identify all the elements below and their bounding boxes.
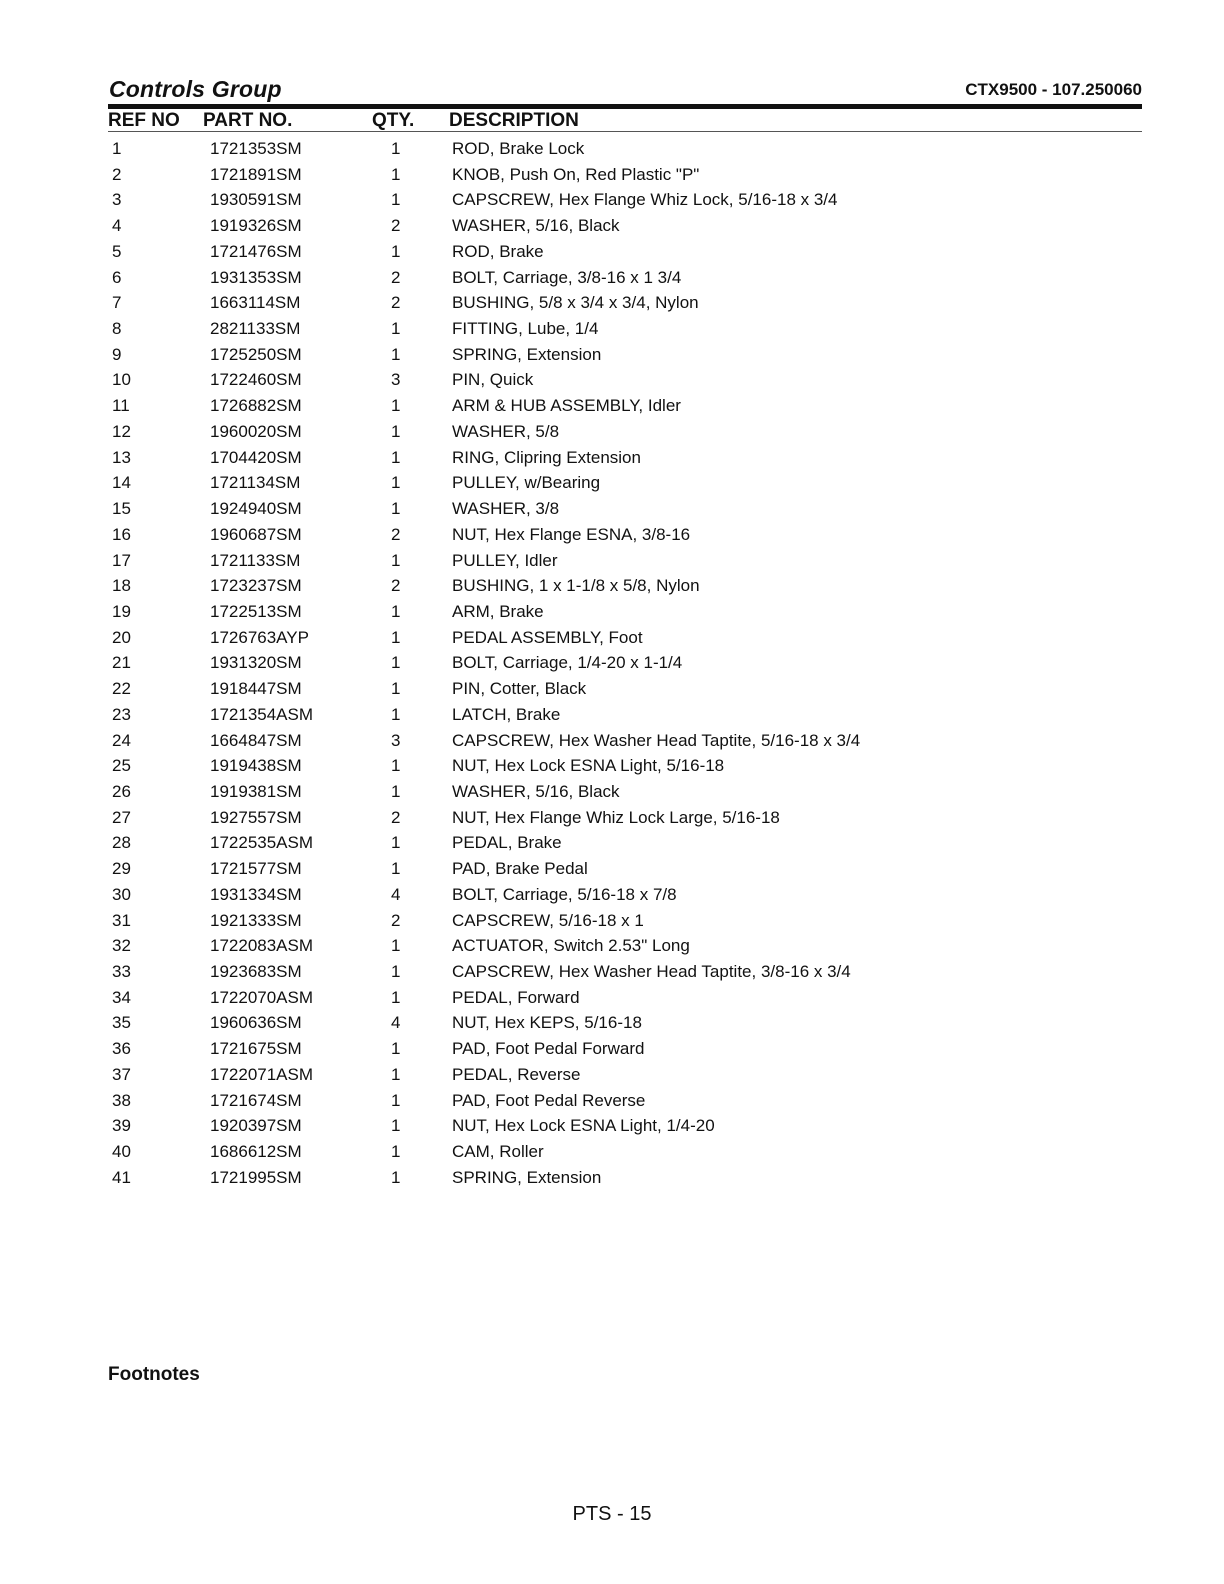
- description-cell: ACTUATOR, Switch 2.53" Long: [452, 936, 690, 956]
- ref-no-cell: 37: [112, 1064, 131, 1084]
- ref-no-cell: 11: [112, 396, 130, 416]
- table-row: [0, 1062, 1224, 1088]
- qty-cell: 1: [391, 499, 401, 519]
- part-no-cell: 1960687SM: [210, 524, 302, 544]
- description-cell: CAM, Roller: [452, 1142, 544, 1162]
- description-cell: NUT, Hex Lock ESNA Light, 1/4-20: [452, 1116, 715, 1136]
- part-no-cell: 1931320SM: [210, 653, 302, 673]
- qty-cell: 1: [391, 190, 401, 210]
- qty-cell: 1: [391, 473, 401, 493]
- description-cell: PEDAL, Reverse: [452, 1064, 581, 1084]
- qty-cell: 1: [391, 319, 401, 339]
- qty-cell: 1: [391, 627, 401, 647]
- description-cell: BOLT, Carriage, 5/16-18 x 7/8: [452, 884, 677, 904]
- page-number: PTS - 15: [572, 1503, 652, 1525]
- description-cell: PULLEY, Idler: [452, 550, 558, 570]
- description-cell: PEDAL ASSEMBLY, Foot: [452, 627, 643, 647]
- qty-cell: 1: [391, 396, 401, 416]
- description-cell: NUT, Hex Lock ESNA Light, 5/16-18: [452, 756, 725, 776]
- table-row: [0, 1139, 1224, 1165]
- table-row: [0, 779, 1224, 805]
- part-no-cell: 1721133SM: [210, 550, 301, 570]
- part-no-cell: 1927557SM: [210, 807, 302, 827]
- description-cell: SPRING, Extension: [452, 344, 602, 364]
- description-cell: ROD, Brake Lock: [452, 139, 585, 158]
- model-number: CTX9500 - 107.250060: [965, 80, 1142, 99]
- table-row: [0, 1088, 1224, 1114]
- qty-cell: 2: [391, 293, 401, 313]
- table-row: [0, 265, 1224, 291]
- table-row: [0, 419, 1224, 445]
- ref-no-cell: 33: [112, 962, 131, 981]
- qty-cell: 2: [391, 910, 401, 930]
- table-row: [0, 573, 1224, 599]
- table-row: [0, 599, 1224, 625]
- table-row: [0, 650, 1224, 676]
- part-no-cell: 1919381SM: [210, 781, 302, 801]
- qty-cell: 1: [391, 833, 401, 853]
- description-cell: PAD, Foot Pedal Reverse: [452, 1090, 646, 1110]
- qty-cell: 1: [391, 344, 401, 364]
- qty-cell: 1: [391, 1039, 401, 1059]
- qty-cell: 4: [391, 1013, 401, 1033]
- table-row: [0, 213, 1224, 239]
- description-cell: NUT, Hex KEPS, 5/16-18: [452, 1013, 642, 1033]
- qty-cell: 1: [391, 1142, 401, 1162]
- qty-cell: 2: [391, 524, 401, 544]
- ref-no-cell: 34: [112, 987, 131, 1007]
- ref-no-cell: 12: [112, 421, 131, 441]
- description-cell: LATCH, Brake: [452, 704, 561, 724]
- qty-cell: 1: [391, 704, 401, 724]
- part-no-cell: 1722535ASM: [210, 833, 314, 853]
- table-row: [0, 1010, 1224, 1036]
- table-row: [0, 548, 1224, 574]
- description-cell: PIN, Quick: [452, 370, 534, 390]
- ref-no-cell: 9: [112, 344, 122, 364]
- part-no-cell: 1721353SM: [210, 139, 302, 158]
- description-cell: BUSHING, 5/8 x 3/4 x 3/4, Nylon: [452, 293, 699, 313]
- qty-cell: 1: [391, 164, 401, 184]
- qty-cell: 1: [391, 1167, 401, 1187]
- part-no-cell: 1723237SM: [210, 576, 302, 596]
- ref-no-cell: 27: [112, 807, 131, 827]
- ref-no-cell: 21: [112, 653, 131, 673]
- part-no-cell: 1918447SM: [210, 679, 302, 699]
- table-row: [0, 676, 1224, 702]
- description-cell: PIN, Cotter, Black: [452, 679, 587, 699]
- qty-cell: 1: [391, 987, 401, 1007]
- qty-cell: 2: [391, 216, 401, 236]
- ref-no-cell: 10: [112, 370, 131, 390]
- description-cell: NUT, Hex Flange Whiz Lock Large, 5/16-18: [452, 807, 780, 827]
- table-row: [0, 1036, 1224, 1062]
- ref-no-cell: 31: [112, 910, 131, 930]
- part-no-cell: 1721995SM: [210, 1167, 302, 1187]
- qty-cell: 1: [391, 859, 401, 879]
- part-no-cell: 1721354ASM: [210, 704, 314, 724]
- qty-cell: 1: [391, 550, 401, 570]
- description-cell: WASHER, 5/8: [452, 421, 560, 441]
- part-no-cell: 1920397SM: [210, 1116, 302, 1136]
- part-no-cell: 1919438SM: [210, 756, 302, 776]
- ref-no-cell: 2: [112, 164, 122, 184]
- description-cell: ROD, Brake: [452, 241, 544, 261]
- description-cell: PAD, Foot Pedal Forward: [452, 1039, 645, 1059]
- ref-no-cell: 17: [112, 550, 131, 570]
- group-title: Controls Group: [109, 76, 282, 102]
- ref-no-cell: 24: [112, 730, 131, 750]
- description-cell: BOLT, Carriage, 3/8-16 x 1 3/4: [452, 267, 682, 287]
- ref-no-cell: 22: [112, 679, 131, 699]
- description-cell: FITTING, Lube, 1/4: [452, 319, 599, 339]
- part-no-cell: 1726882SM: [210, 396, 302, 416]
- qty-cell: 2: [391, 576, 401, 596]
- table-row: [0, 290, 1224, 316]
- qty-cell: 1: [391, 1064, 401, 1084]
- description-cell: WASHER, 3/8: [452, 499, 560, 519]
- part-no-cell: 1722460SM: [210, 370, 302, 390]
- description-cell: ARM, Brake: [452, 601, 544, 621]
- ref-no-cell: 1: [112, 139, 122, 158]
- ref-no-cell: 4: [112, 216, 122, 236]
- table-row: [0, 393, 1224, 419]
- qty-cell: 1: [391, 679, 401, 699]
- description-cell: PEDAL, Forward: [452, 987, 580, 1007]
- table-row: [0, 162, 1224, 188]
- part-no-cell: 1931353SM: [210, 267, 302, 287]
- description-cell: RING, Clipring Extension: [452, 447, 641, 467]
- table-row: [0, 856, 1224, 882]
- qty-cell: 3: [391, 370, 401, 390]
- qty-cell: 1: [391, 756, 401, 776]
- ref-no-cell: 16: [112, 524, 131, 544]
- ref-no-cell: 7: [112, 293, 122, 313]
- qty-cell: 1: [391, 601, 401, 621]
- part-no-cell: 1721674SM: [210, 1090, 302, 1110]
- qty-cell: 1: [391, 421, 401, 441]
- table-row: [0, 239, 1224, 265]
- column-header-ref-no: REF NO: [108, 110, 180, 131]
- table-row: [0, 1165, 1224, 1191]
- description-cell: PAD, Brake Pedal: [452, 859, 588, 879]
- footnotes-label: Footnotes: [108, 1364, 200, 1385]
- part-no-cell: 1664847SM: [210, 730, 302, 750]
- ref-no-cell: 30: [112, 884, 131, 904]
- table-row: [0, 985, 1224, 1011]
- table-row: [0, 753, 1224, 779]
- part-no-cell: 1931334SM: [210, 884, 302, 904]
- ref-no-cell: 25: [112, 756, 131, 776]
- description-cell: CAPSCREW, Hex Flange Whiz Lock, 5/16-18 x 3/4: [452, 190, 838, 210]
- table-row: [0, 728, 1224, 754]
- ref-no-cell: 23: [112, 704, 131, 724]
- part-no-cell: 1663114SM: [210, 293, 301, 313]
- ref-no-cell: 39: [112, 1116, 131, 1136]
- header-rule: [108, 104, 1142, 109]
- part-no-cell: 1919326SM: [210, 216, 302, 236]
- description-cell: BUSHING, 1 x 1-1/8 x 5/8, Nylon: [452, 576, 700, 596]
- description-cell: BOLT, Carriage, 1/4-20 x 1-1/4: [452, 653, 683, 673]
- column-header-part-no: PART NO.: [203, 110, 293, 131]
- description-cell: ARM & HUB ASSEMBLY, Idler: [452, 396, 681, 416]
- ref-no-cell: 14: [112, 473, 131, 493]
- ref-no-cell: 40: [112, 1142, 131, 1162]
- part-no-cell: 1721476SM: [210, 241, 302, 261]
- description-cell: CAPSCREW, 5/16-18 x 1: [452, 910, 644, 930]
- part-no-cell: 1726763AYP: [210, 627, 309, 647]
- table-row: [0, 882, 1224, 908]
- qty-cell: 1: [391, 447, 401, 467]
- qty-cell: 1: [391, 936, 401, 956]
- table-row: [0, 187, 1224, 213]
- qty-cell: 1: [391, 1090, 401, 1110]
- ref-no-cell: 19: [112, 601, 131, 621]
- table-row: [0, 908, 1224, 934]
- description-cell: PULLEY, w/Bearing: [452, 473, 601, 493]
- description-cell: WASHER, 5/16, Black: [452, 216, 620, 236]
- table-row: [0, 342, 1224, 368]
- description-cell: NUT, Hex Flange ESNA, 3/8-16: [452, 524, 691, 544]
- ref-no-cell: 41: [112, 1167, 131, 1187]
- table-row: [0, 496, 1224, 522]
- ref-no-cell: 15: [112, 499, 131, 519]
- description-cell: SPRING, Extension: [452, 1167, 602, 1187]
- part-no-cell: 1960020SM: [210, 421, 302, 441]
- qty-cell: 3: [391, 730, 401, 750]
- table-row: [0, 470, 1224, 496]
- qty-cell: 1: [391, 653, 401, 673]
- qty-cell: 1: [391, 962, 401, 981]
- table-row: [0, 830, 1224, 856]
- table-row: [0, 702, 1224, 728]
- ref-no-cell: 6: [112, 267, 122, 287]
- description-cell: CAPSCREW, Hex Washer Head Taptite, 5/16-18 x 3/4: [452, 730, 861, 750]
- part-no-cell: 1721577SM: [210, 859, 302, 879]
- table-row: [0, 805, 1224, 831]
- part-no-cell: 1721891SM: [210, 164, 302, 184]
- qty-cell: 2: [391, 267, 401, 287]
- part-no-cell: 1960636SM: [210, 1013, 302, 1033]
- qty-cell: 1: [391, 781, 401, 801]
- ref-no-cell: 13: [112, 447, 131, 467]
- ref-no-cell: 5: [112, 241, 122, 261]
- table-row: [0, 367, 1224, 393]
- ref-no-cell: 32: [112, 936, 131, 956]
- description-cell: PEDAL, Brake: [452, 833, 562, 853]
- part-no-cell: 1924940SM: [210, 499, 302, 519]
- table-row: [0, 445, 1224, 471]
- part-no-cell: 1704420SM: [210, 447, 302, 467]
- part-no-cell: 2821133SM: [210, 319, 301, 339]
- part-no-cell: 1921333SM: [210, 910, 302, 930]
- qty-cell: 4: [391, 884, 401, 904]
- part-no-cell: 1686612SM: [210, 1142, 302, 1162]
- table-row: [0, 522, 1224, 548]
- table-row: [0, 933, 1224, 959]
- page-header: [108, 76, 1142, 104]
- part-no-cell: 1725250SM: [210, 344, 302, 364]
- ref-no-cell: 18: [112, 576, 131, 596]
- column-header-rule: [108, 131, 1142, 132]
- ref-no-cell: 8: [112, 319, 122, 339]
- ref-no-cell: 26: [112, 781, 131, 801]
- qty-cell: 1: [391, 1116, 401, 1136]
- table-row: [0, 959, 1224, 985]
- part-no-cell: 1930591SM: [210, 190, 302, 210]
- ref-no-cell: 28: [112, 833, 131, 853]
- ref-no-cell: 29: [112, 859, 131, 879]
- table-row: [0, 136, 1224, 162]
- part-no-cell: 1722083ASM: [210, 936, 314, 956]
- table-row: [0, 625, 1224, 651]
- qty-cell: 1: [391, 139, 401, 158]
- part-no-cell: 1722070ASM: [210, 987, 314, 1007]
- ref-no-cell: 36: [112, 1039, 131, 1059]
- qty-cell: 2: [391, 807, 401, 827]
- parts-table: [0, 136, 1224, 1190]
- part-no-cell: 1721675SM: [210, 1039, 302, 1059]
- qty-cell: 1: [391, 241, 401, 261]
- part-no-cell: 1721134SM: [210, 473, 301, 493]
- table-row: [0, 316, 1224, 342]
- column-header-qty: QTY.: [372, 110, 415, 131]
- ref-no-cell: 3: [112, 190, 122, 210]
- ref-no-cell: 35: [112, 1013, 131, 1033]
- column-header-description: DESCRIPTION: [449, 110, 579, 131]
- part-no-cell: 1923683SM: [210, 962, 302, 981]
- ref-no-cell: 38: [112, 1090, 131, 1110]
- description-cell: KNOB, Push On, Red Plastic "P": [452, 164, 700, 184]
- ref-no-cell: 20: [112, 627, 131, 647]
- table-row: [0, 1113, 1224, 1139]
- description-cell: WASHER, 5/16, Black: [452, 781, 620, 801]
- part-no-cell: 1722071ASM: [210, 1064, 314, 1084]
- part-no-cell: 1722513SM: [210, 601, 302, 621]
- description-cell: CAPSCREW, Hex Washer Head Taptite, 3/8-16 x 3/4: [452, 962, 851, 981]
